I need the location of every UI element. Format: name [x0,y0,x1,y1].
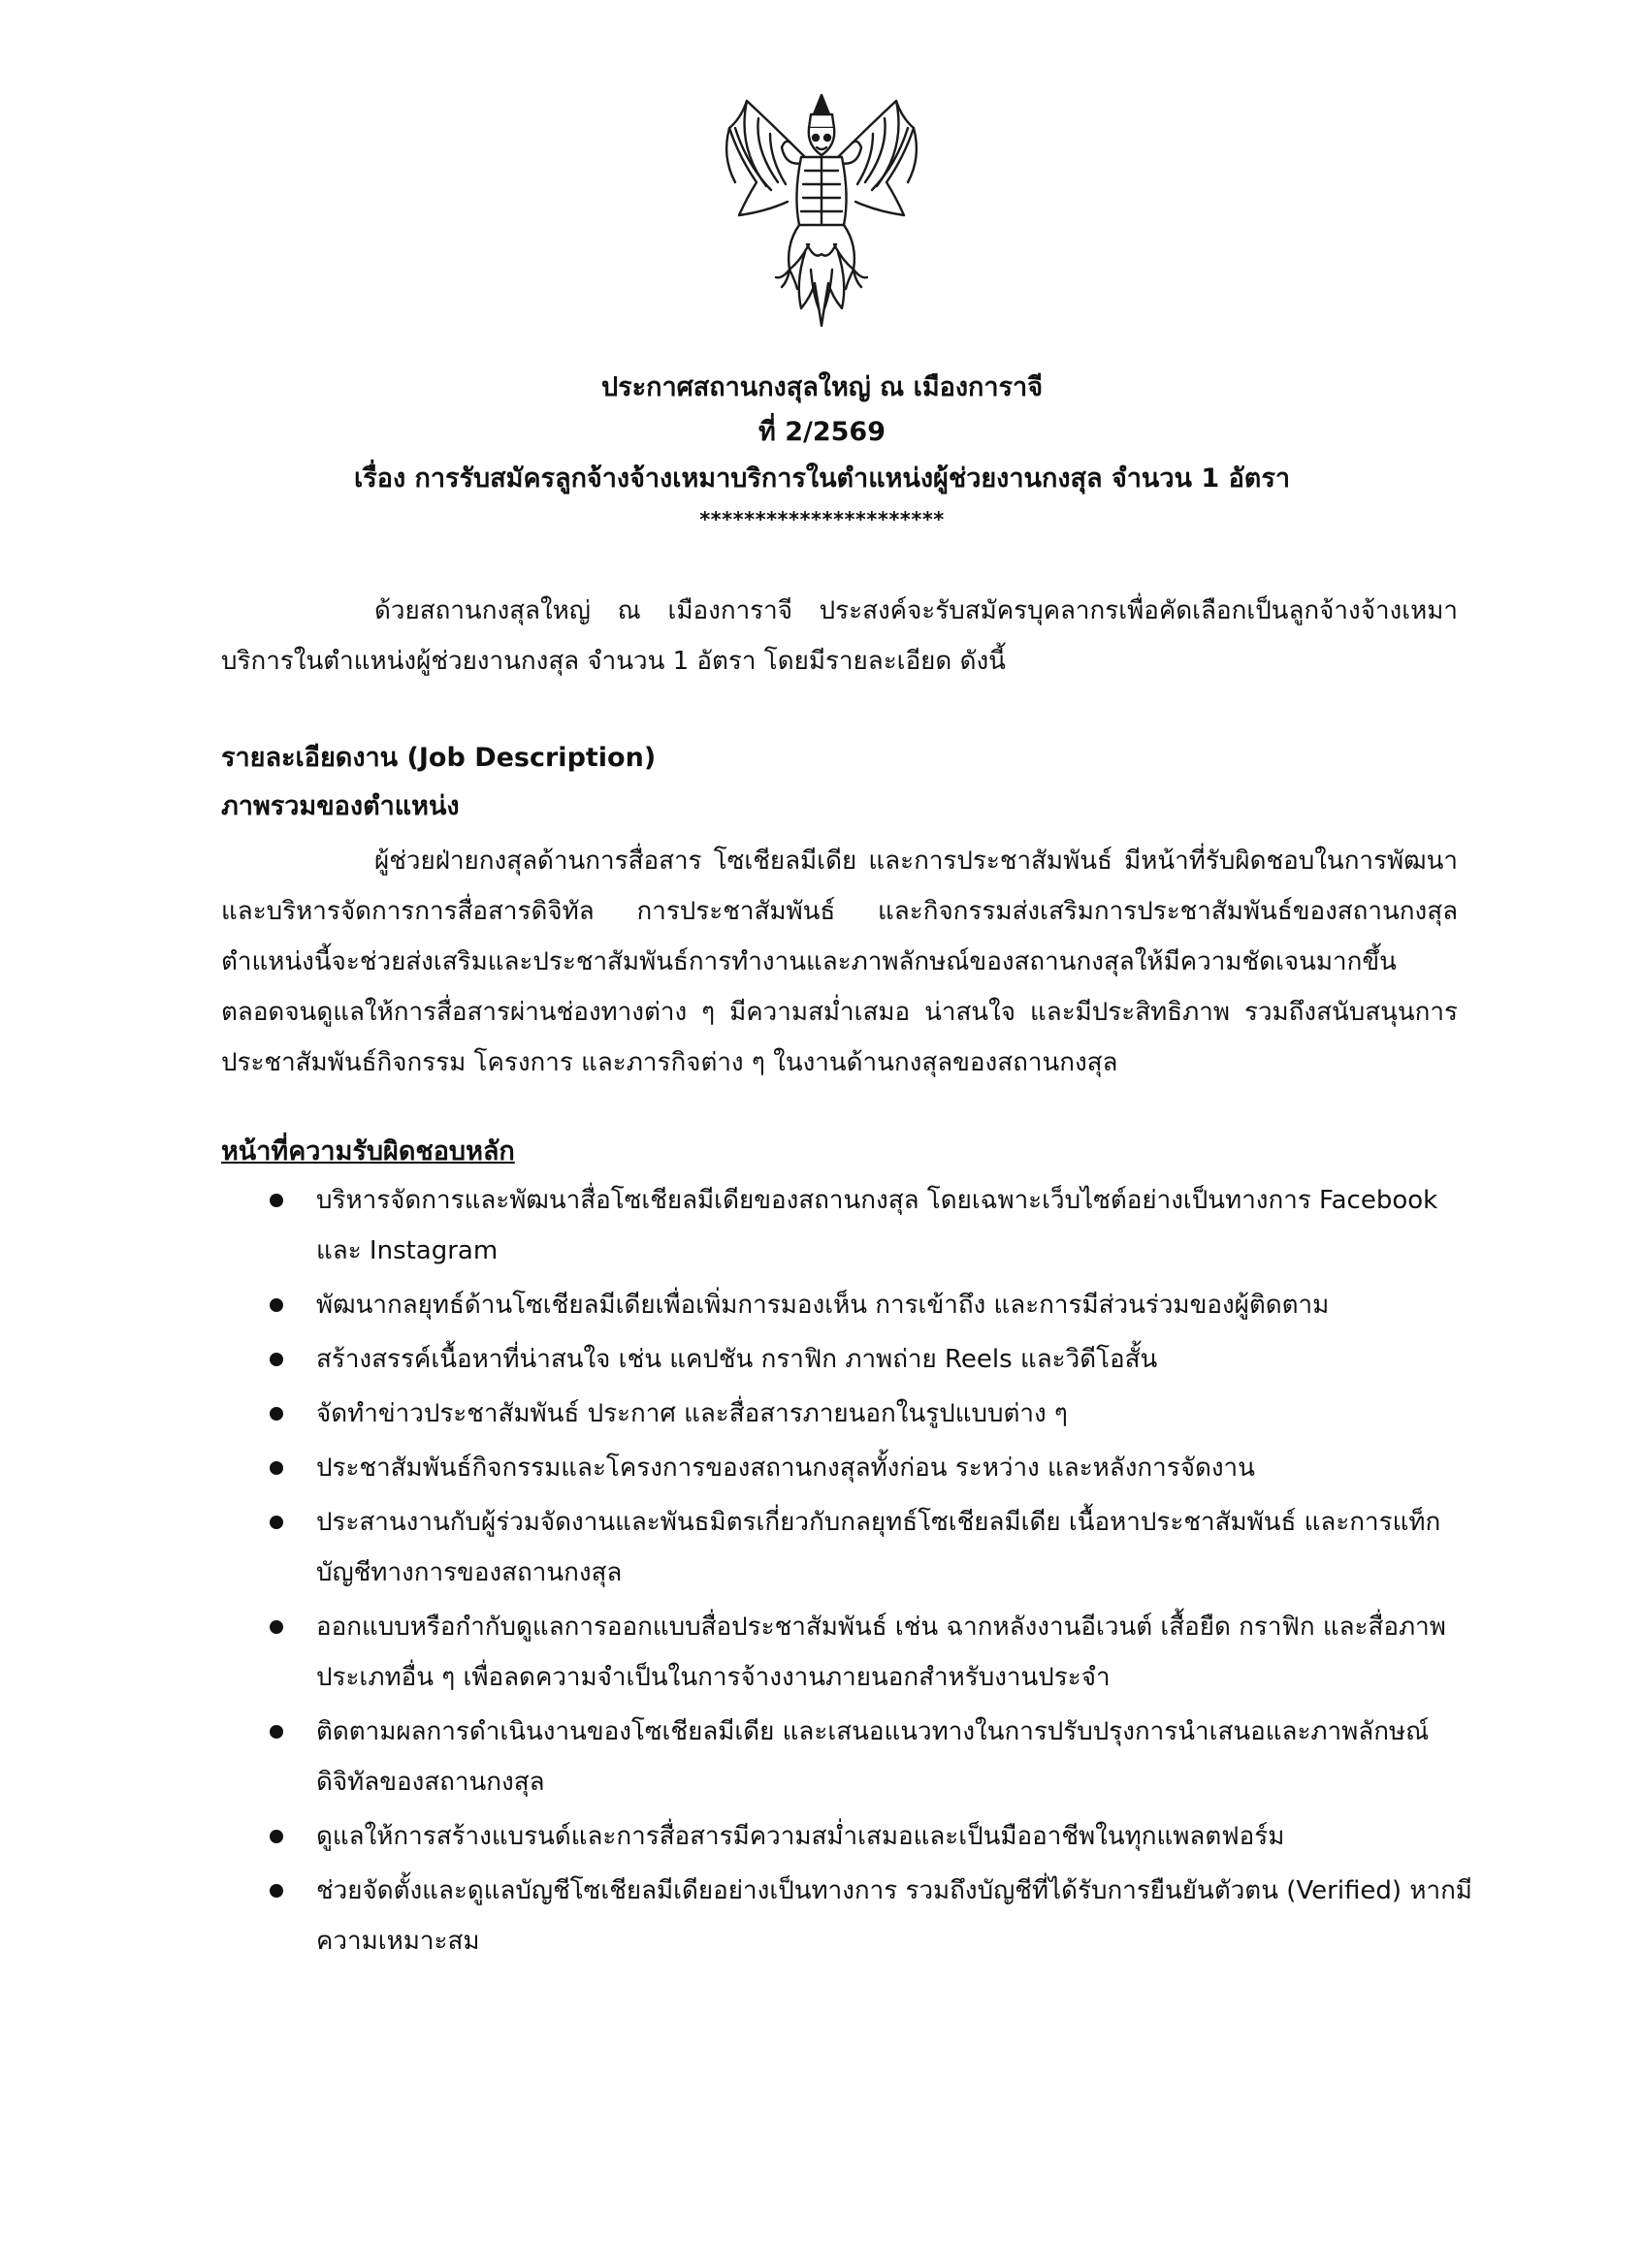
duty-text: ออกแบบหรือกำกับดูแลการออกแบบสื่อประชาสัมพันธ์ เช่น ฉากหลังงานอีเวนต์ เสื้อยืด กราฟิก และสื่อภาพประเภทอื่น ๆ เพื่อลดความจำเป็นในการจ้างงานภายนอกสำหรับงานประจำ [316,1613,1446,1692]
list-item [221,1707,1472,1807]
announcement-subject: เรื่อง การรับสมัครลูกจ้างจ้างเหมาบริการในตำแหน่งผู้ช่วยงานกงสุล จำนวน 1 อัตรา [354,463,1290,494]
intro-paragraph: ด้วยสถานกงสุลใหญ่ ณ เมืองการาจี ประสงค์จะรับสมัครบุคลากรเพื่อคัดเลือกเป็นลูกจ้างจ้างเหมาบริการในตำแหน่งผู้ช่วยงานกงสุล จำนวน 1 อัตรา โดยมีรายละเอียด ดังนี้ [221,596,1458,676]
list-item [221,1811,1472,1862]
duty-text: ประชาสัมพันธ์กิจกรรมและโครงการของสถานกงสุลทั้งก่อน ระหว่าง และหลังการจัดงาน [316,1453,1255,1483]
overview-paragraph: ผู้ช่วยฝ่ายกงสุลด้านการสื่อสาร โซเชียลมีเดีย และการประชาสัมพันธ์ มีหน้าที่รับผิดชอบในการพัฒนาและบริหารจัดการการสื่อสารดิจิทัล การประชาสัมพันธ์ และกิจกรรมส่งเสริมการประชาสัมพันธ์ของสถานกงสุล ตำแหน่งนี้จะช่วยส่งเสริมและประชาสัมพันธ์การทำงานและภาพลักษณ์ของสถานกงสุลให้มีความชัดเจนมากขึ้น ตลอดจนดูแลให้การสื่อสารผ่านช่องทางต่าง ๆ มีความสม่ำเสมอ น่าสนใจ และมีประสิทธิภาพ รวมถึงสนับสนุนการประชาสัมพันธ์กิจกรรม โครงการ และภารกิจต่าง ๆ ในงานด้านกงสุลของสถานกงสุล [221,847,1458,1077]
list-item [221,1602,1472,1703]
bullet-icon [270,1298,283,1312]
bullet-icon [270,1461,283,1475]
bullet-icon [270,1407,283,1421]
announcement-number: ที่ 2/2569 [758,417,886,447]
bullet-icon [270,1830,283,1843]
list-item [221,1866,1472,1966]
bullet-icon [270,1884,283,1898]
announcement-title: ประกาศสถานกงสุลใหญ่ ณ เมืองการาจี [600,372,1044,402]
list-item [221,1334,1472,1385]
overview-heading: ภาพรวมของตำแหน่ง [221,791,460,821]
duty-text: ช่วยจัดตั้งและดูแลบัญชีโซเชียลมีเดียอย่างเป็นทางการ รวมถึงบัญชีที่ได้รับการยืนยันตัวตน (Verified) หากมีความเหมาะสม [316,1876,1472,1956]
duty-text: พัฒนากลยุทธ์ด้านโซเชียลมีเดียเพื่อเพิ่มการมองเห็น การเข้าถึง และการมีส่วนร่วมของผู้ติดตาม [316,1291,1330,1320]
duties-heading: หน้าที่ความรับผิดชอบหลัก [221,1136,515,1166]
list-item [221,1280,1472,1330]
list-item [221,1497,1472,1598]
bullet-icon [270,1194,283,1207]
bullet-icon [270,1725,283,1739]
duty-text: ติดตามผลการดำเนินงานของโซเชียลมีเดีย และเสนอแนวทางในการปรับปรุงการนำเสนอและภาพลักษณ์ดิจิทัลของสถานกงสุล [316,1717,1430,1797]
duties-list [221,1175,1472,1970]
job-description-heading: รายละเอียดงาน (Job Description) [221,743,657,773]
bullet-icon [270,1516,283,1529]
duty-text: สร้างสรรค์เนื้อหาที่น่าสนใจ เช่น แคปชัน กราฟิก ภาพถ่าย Reels และวิดีโอสั้น [316,1345,1158,1374]
bullet-icon [270,1620,283,1634]
duty-text: ดูแลให้การสร้างแบรนด์และการสื่อสารมีความสม่ำเสมอและเป็นมืออาชีพในทุกแพลตฟอร์ม [316,1822,1285,1851]
separator-line: ********************** [699,508,945,531]
list-item [221,1175,1472,1276]
list-item [221,1443,1472,1493]
garuda-emblem-icon [718,89,926,332]
duty-text: บริหารจัดการและพัฒนาสื่อโซเชียลมีเดียของสถานกงสุล โดยเฉพาะเว็บไซต์อย่างเป็นทางการ Facebook และ Instagram [316,1186,1438,1265]
list-item [221,1389,1472,1439]
duty-text: จัดทำข่าวประชาสัมพันธ์ ประกาศ และสื่อสารภายนอกในรูปแบบต่าง ๆ [316,1399,1068,1428]
bullet-icon [270,1353,283,1366]
duty-text: ประสานงานกับผู้ร่วมจัดงานและพันธมิตรเกี่ยวกับกลยุทธ์โซเชียลมีเดีย เนื้อหาประชาสัมพันธ์ และการแท็กบัญชีทางการของสถานกงสุล [316,1508,1441,1587]
